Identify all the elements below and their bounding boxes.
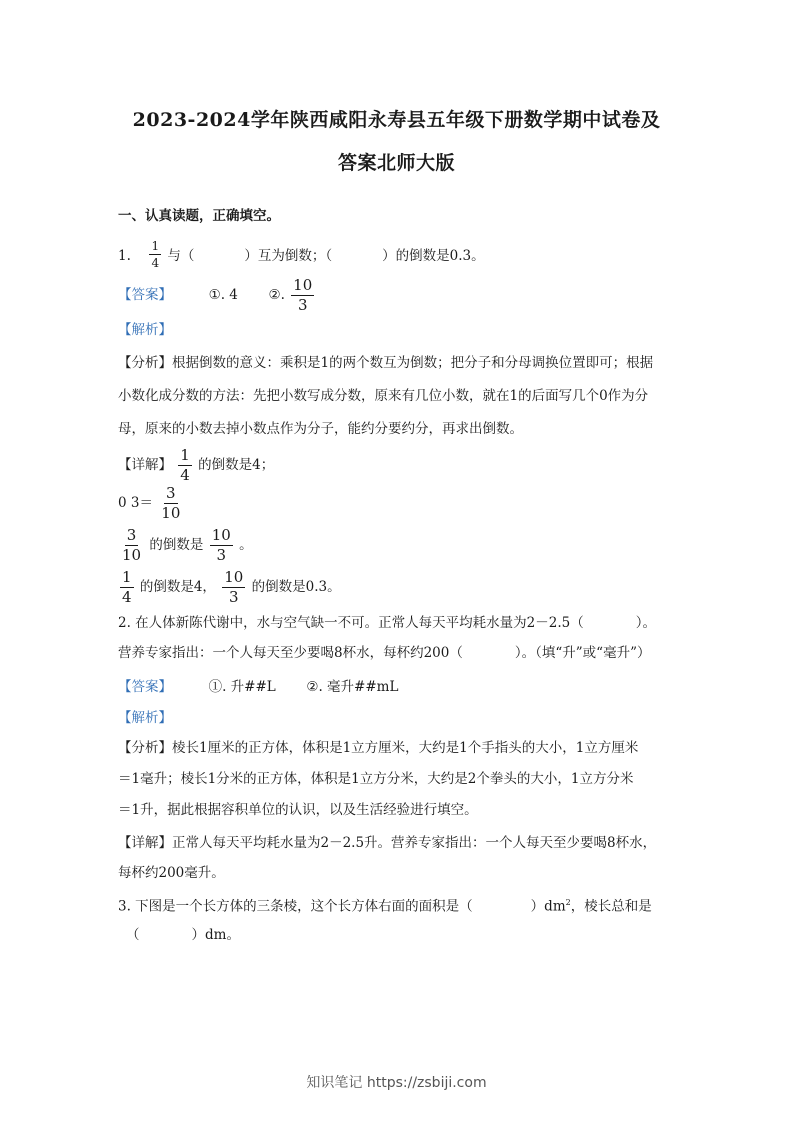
fraction xyxy=(120,570,134,605)
detail-text: 的倒数是0.3。 xyxy=(251,579,341,595)
question-text: ，棱长总和是 xyxy=(570,898,652,915)
fenxi-tag: 【分析】 xyxy=(118,740,172,756)
question-text: ）。（填“升”或“毫升”） xyxy=(514,645,651,661)
question-text: 3. 下图是一个长方体的三条棱，这个长方体右面的面积是（ xyxy=(118,898,473,915)
fraction-denominator: 4 xyxy=(122,588,132,606)
fraction-denominator: 4 xyxy=(151,256,160,270)
answer-value: ②. 毫升##mL xyxy=(306,679,399,695)
fraction-denominator: 3 xyxy=(216,546,226,564)
fraction xyxy=(210,528,233,563)
detail-text: 0 3＝ xyxy=(118,495,153,511)
fraction-denominator: 4 xyxy=(180,466,190,484)
analysis-text: 小数化成分数的方法：先把小数写成分数，原来有几位小数，就在1的后面写几个0作为分 xyxy=(118,388,649,404)
detail-text: 的倒数是4； xyxy=(198,457,275,473)
answer-row xyxy=(118,678,398,696)
question-text: ）。 xyxy=(635,615,656,631)
fenxi-tag: 【分析】 xyxy=(118,355,172,371)
detail-text: 。 xyxy=(239,537,253,553)
analysis-text: ＝1升，据此根据容积单位的认识，以及生活经验进行填空。 xyxy=(118,802,478,818)
footer-watermark: 知识笔记 https://zsbiji.com xyxy=(306,1075,487,1091)
detail-row xyxy=(118,486,184,521)
xiangjie-tag: 【详解】 xyxy=(118,835,172,851)
answer-value: ②. xyxy=(268,287,285,303)
question-3 xyxy=(118,894,652,916)
section-heading: 一、认真读题，正确填空。 xyxy=(118,208,280,224)
answer-value: ①. 4 xyxy=(208,287,238,303)
title-line-1: 2023-2024学年陕西咸阳永寿县五年级下册数学期中试卷及 xyxy=(132,109,661,131)
analysis-text xyxy=(118,354,653,372)
question-text: （ xyxy=(126,927,140,943)
fraction-denominator: 10 xyxy=(161,504,181,522)
xiangjie-tag: 【详解】 xyxy=(118,457,172,473)
fraction-numerator: 1 xyxy=(151,239,160,253)
question-3-cont xyxy=(126,926,240,944)
question-text: ）互为倒数；（ xyxy=(244,248,333,264)
fraction-numerator: 10 xyxy=(211,526,231,544)
question-text: 营养专家指出：一个人每天至少要喝8杯水，每杯约200（ xyxy=(118,645,463,661)
fraction-numerator: 1 xyxy=(122,568,132,586)
superscript: 2 xyxy=(565,898,571,907)
question-text: 与（ xyxy=(167,248,195,264)
answer-value: ①. 升##L xyxy=(208,679,276,695)
question-1 xyxy=(118,240,485,269)
answer-row xyxy=(118,278,316,313)
detail-row xyxy=(118,570,341,605)
analysis-text xyxy=(118,739,638,757)
answer-tag: 【答案】 xyxy=(118,679,172,695)
detail-text: 的倒数是 xyxy=(149,537,204,553)
detail-row xyxy=(118,448,274,483)
fraction-denominator: 3 xyxy=(297,296,308,314)
question-2-cont xyxy=(118,644,650,662)
question-2 xyxy=(118,614,656,632)
fenxi-line: 根据倒数的意义：乘积是1的两个数互为倒数；把分子和分母调换位置即可；根据 xyxy=(172,355,654,371)
fraction xyxy=(159,486,182,521)
fraction-numerator: 10 xyxy=(224,568,244,586)
analysis-tag: 【解析】 xyxy=(118,322,172,338)
question-text: 2. 在人体新陈代谢中，水与空气缺一不可。正常人每天平均耗水量为2－2.5（ xyxy=(118,615,584,631)
fraction xyxy=(222,570,245,605)
question-text: ）的倒数是0.3。 xyxy=(382,248,485,264)
question-text: ）dm。 xyxy=(191,927,240,943)
fraction-numerator: 3 xyxy=(126,526,137,544)
fraction-numerator: 1 xyxy=(180,446,190,464)
detail-line: 正常人每天平均耗水量为2－2.5升。营养专家指出：一个人每天至少要喝8杯水， xyxy=(172,835,657,851)
answer-tag: 【答案】 xyxy=(118,287,172,303)
fraction-numerator: 3 xyxy=(166,484,176,502)
detail-text xyxy=(118,834,656,852)
question-text: ）dm xyxy=(530,898,566,915)
analysis-text: 母，原来的小数去掉小数点作为分子，能约分要约分，再求出倒数。 xyxy=(118,421,523,437)
detail-row xyxy=(118,528,253,563)
question-number: 1. xyxy=(118,248,131,264)
title-line-2: 答案北师大版 xyxy=(337,152,455,174)
detail-text: 每杯约200毫升。 xyxy=(118,865,225,881)
fraction xyxy=(178,448,192,483)
detail-text: 的倒数是4， xyxy=(139,579,216,595)
analysis-text: ＝1毫升；棱长1分米的正方体，体积是1立方分米，大约是2个拳头的大小，1立方分米 xyxy=(118,771,634,787)
fraction xyxy=(149,240,161,269)
fraction-numerator: 10 xyxy=(293,276,313,294)
fenxi-line: 棱长1厘米的正方体，体积是1立方厘米，大约是1个手指头的大小，1立方厘米 xyxy=(172,740,639,756)
fraction-denominator: 3 xyxy=(229,588,239,606)
fraction xyxy=(291,278,314,313)
fraction-denominator: 10 xyxy=(122,546,142,564)
analysis-tag: 【解析】 xyxy=(118,710,172,726)
fraction xyxy=(120,528,143,563)
